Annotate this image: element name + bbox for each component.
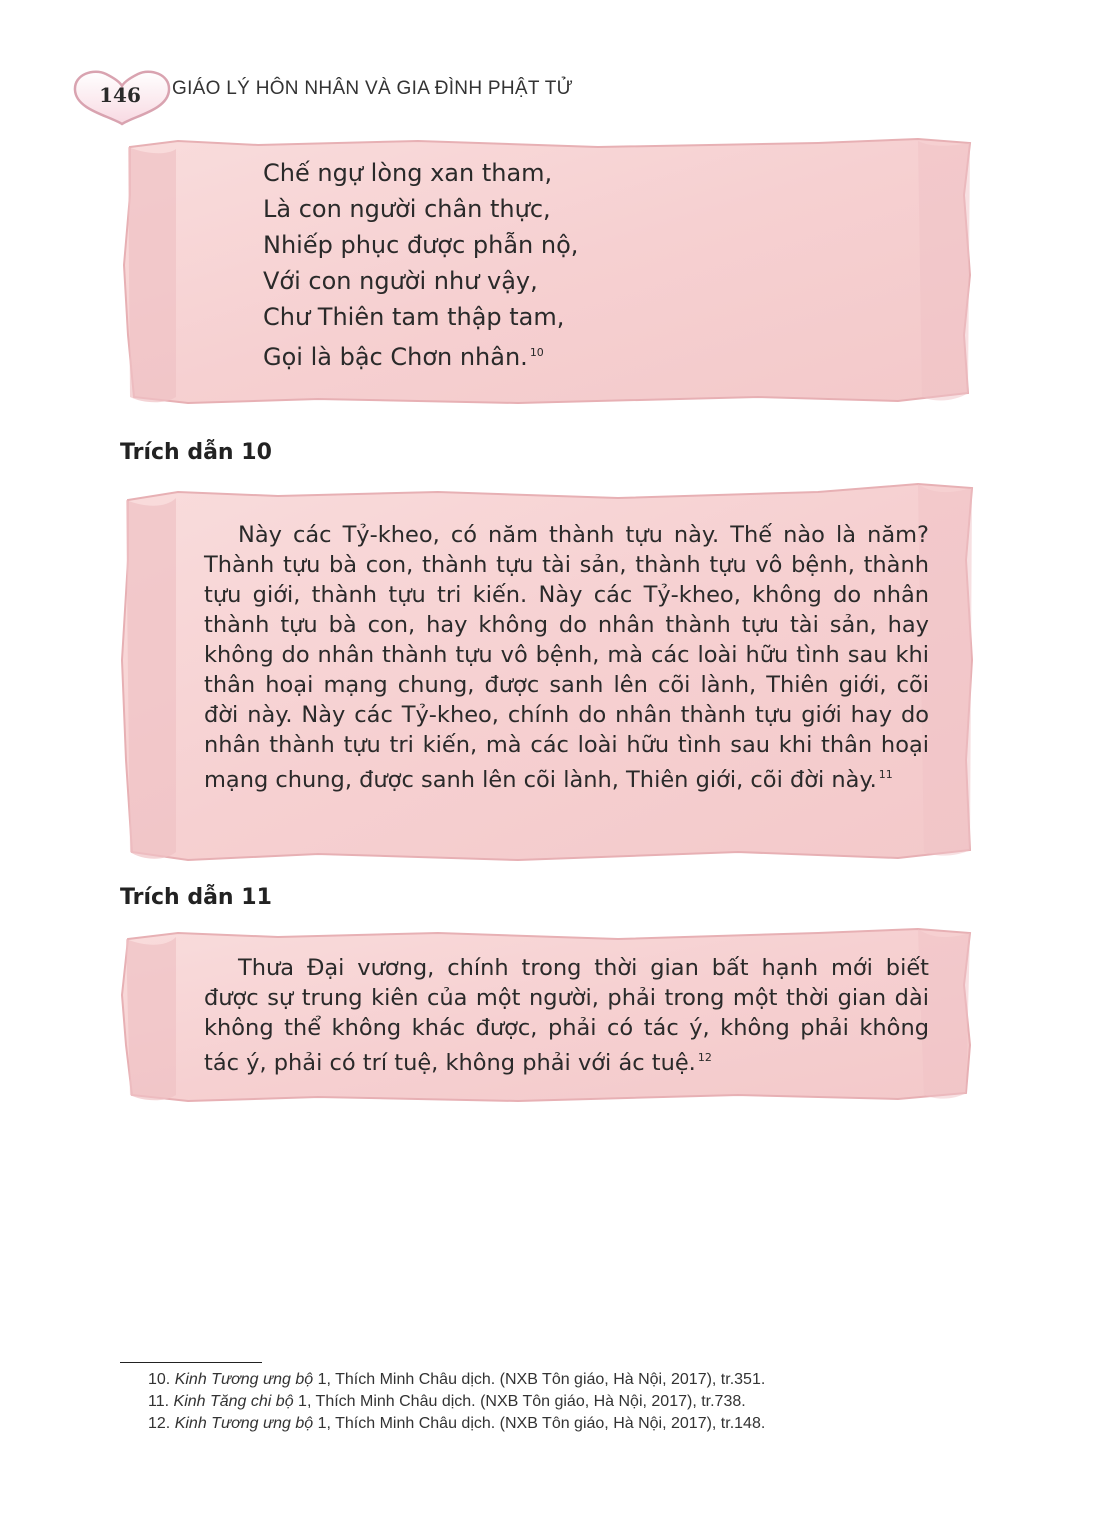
quote11-paragraph (204, 953, 929, 1078)
poem-line-text: Gọi là bậc Chơn nhân. (263, 343, 528, 371)
footnote-number: 12. (148, 1415, 171, 1432)
footnote-title: Kinh Tương ưng bộ (174, 1371, 314, 1388)
footnote-12 (148, 1413, 928, 1435)
section-heading-10: Trích dẫn 10 (120, 440, 272, 465)
footnote-ref: 10 (529, 346, 544, 359)
footnote-title: Kinh Tăng chi bộ (173, 1393, 294, 1410)
footnote-ref: 12 (697, 1051, 712, 1064)
poem-line: Chế ngự lòng xan tham, (263, 159, 553, 187)
poem-line: Với con người như vậy, (263, 267, 538, 295)
quote10-text: Này các Tỷ-kheo, có năm thành tựu này. Thế nào là năm? Thành tựu bà con, thành tựu tài sản, thành tựu vô bệnh, thành tựu giới, thành tựu tri kiến. Này các Tỷ-kheo, không do nhân thành tựu bà con, hay không do nhân thành tựu tài sản, hay không do nhân thành tựu vô bệnh, mà các loài hữu tình sau khi thân hoại mạng chung, được sanh lên cõi lành, Thiên giới, cõi đời này. Này các Tỷ-kheo, chính do nhân thành tựu giới hay do nhân thành tựu tri kiến, mà các loài hữu tình sau khi thân hoại mạng chung, được sanh lên cõi lành, Thiên giới, cõi đời này. (204, 522, 929, 793)
quote10-scroll (118, 480, 978, 865)
quote10-body (204, 520, 929, 795)
quote10-paragraph (204, 520, 929, 795)
poem-body (263, 155, 578, 375)
footnote-number: 11. (148, 1393, 170, 1410)
page-number: 146 (99, 83, 141, 107)
poem-scroll (118, 135, 978, 407)
poem-line (263, 335, 578, 375)
footnotes (148, 1369, 928, 1435)
footnote-number: 10. (148, 1371, 171, 1388)
footnote-11 (148, 1391, 928, 1413)
quote11-scroll (118, 925, 978, 1105)
footnote-ref: 11 (878, 768, 893, 781)
poem-line: Nhiếp phục được phẫn nộ, (263, 231, 579, 259)
page-header (70, 66, 670, 128)
footnote-text: 1, Thích Minh Châu dịch. (NXB Tôn giáo, Hà Nội, 2017), tr.148. (313, 1415, 766, 1432)
section-heading-11: Trích dẫn 11 (120, 885, 272, 910)
footnote-text: 1, Thích Minh Châu dịch. (NXB Tôn giáo, Hà Nội, 2017), tr.351. (313, 1371, 766, 1388)
running-title: GIÁO LÝ HÔN NHÂN VÀ GIA ĐÌNH PHẬT TỬ (172, 78, 574, 99)
footnote-divider (120, 1362, 262, 1363)
footnote-text: 1, Thích Minh Châu dịch. (NXB Tôn giáo, Hà Nội, 2017), tr.738. (293, 1393, 746, 1410)
quote11-text: Thưa Đại vương, chính trong thời gian bất hạnh mới biết được sự trung kiên của một người, phải trong một thời gian dài không thể không khác được, phải có tác ý, không phải không tác ý, phải có trí tuệ, không phải với ác tuệ. (204, 955, 929, 1076)
footnote-title: Kinh Tương ưng bộ (174, 1415, 314, 1432)
poem-line: Là con người chân thực, (263, 195, 551, 223)
poem-line: Chư Thiên tam thập tam, (263, 303, 565, 331)
quote11-body (204, 953, 929, 1078)
footnote-10 (148, 1369, 928, 1391)
